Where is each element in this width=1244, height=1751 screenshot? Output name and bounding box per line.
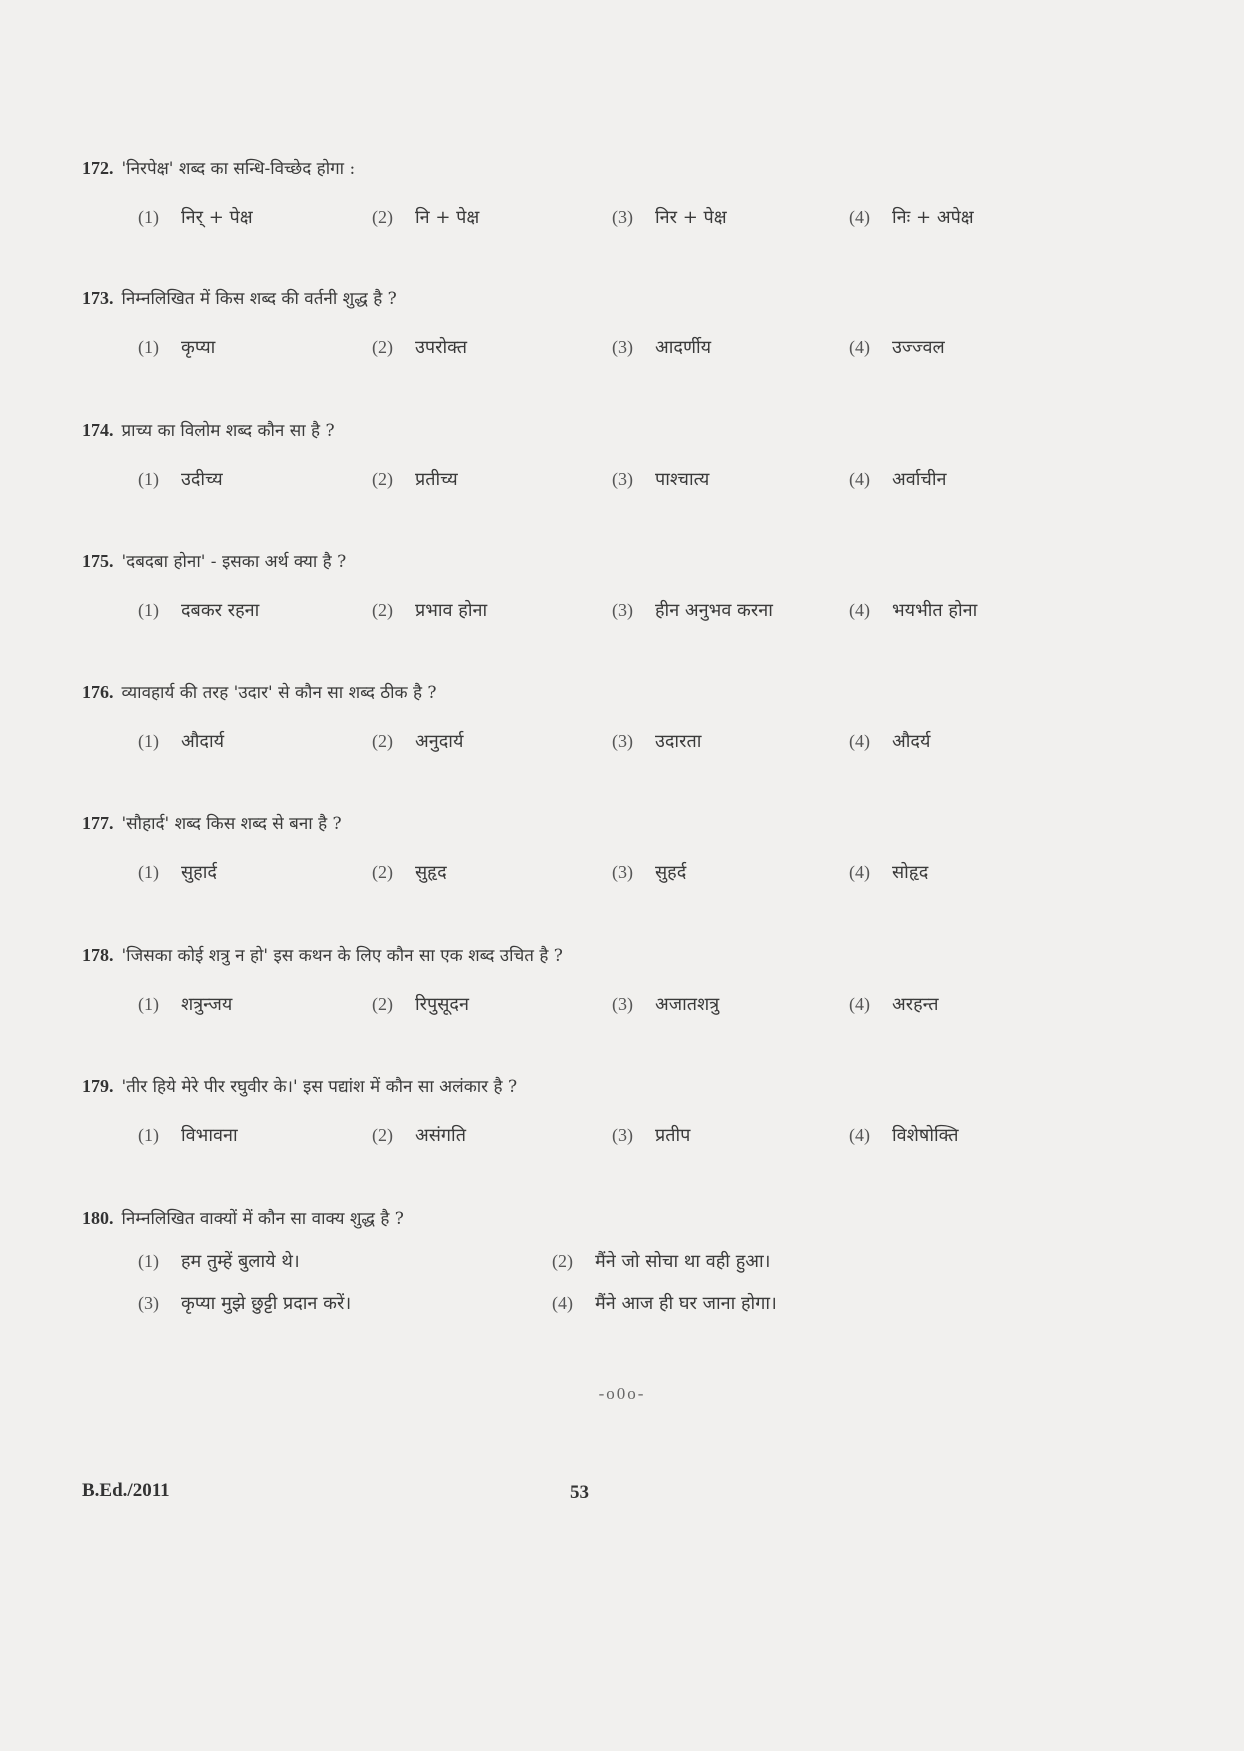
question-number: 176. [82,682,114,702]
option-3: (3) सुहर्द [612,862,687,883]
question-number: 175. [82,551,114,571]
question-text: निम्नलिखित में किस शब्द की वर्तनी शुद्ध है ? [121,289,397,309]
question-text: 'जिसका कोई शत्रु न हो' इस कथन के लिए कौन सा एक शब्द उचित है ? [121,946,563,966]
option-1: (1) शत्रुन्जय [138,994,233,1015]
question-number: 177. [82,813,114,833]
question-176 [82,680,1182,757]
end-mark: -o0o- [598,1384,646,1403]
question-180 [82,1206,1182,1319]
option-4: (4) उज्ज्वल [849,337,945,358]
option-4: (4) भयभीत होना [849,600,978,621]
option-1: (1) सुहार्द [138,862,217,883]
option-3: (3) अजातशत्रु [612,994,720,1015]
question-text: प्राच्य का विलोम शब्द कौन सा है ? [121,421,335,441]
option-1: (1) हम तुम्हें बुलाये थे। [138,1251,300,1272]
option-1: (1) उदीच्य [138,469,223,490]
question-text: निम्नलिखित वाक्यों में कौन सा वाक्य शुद्ध है ? [121,1209,404,1229]
option-4: (4) अरहन्त [849,994,939,1015]
question-text: 'निरपेक्ष' शब्द का सन्धि-विच्छेद होगा : [121,159,356,179]
option-2: (2) रिपुसूदन [372,994,469,1015]
option-2: (2) असंगति [372,1125,466,1146]
option-1: (1) निर् + पेक्ष [138,207,253,228]
footer-course: B.Ed./2011 [82,1480,170,1501]
option-3: (3) आदर्णीय [612,337,712,358]
question-178 [82,943,1182,1020]
option-1: (1) औदार्य [138,731,225,752]
question-179 [82,1074,1182,1151]
question-number: 179. [82,1076,114,1096]
question-173 [82,286,1182,363]
option-3: (3) पाश्चात्य [612,469,710,490]
option-3: (3) निर + पेक्ष [612,207,727,228]
option-4: (4) सोहृद [849,862,929,883]
option-2: (2) मैंने जो सोचा था वही हुआ। [552,1251,771,1272]
question-text: व्यावहार्य की तरह 'उदार' से कौन सा शब्द ठीक है ? [121,683,437,703]
option-2: (2) अनुदार्य [372,731,464,752]
option-3: (3) प्रतीप [612,1125,691,1146]
question-number: 174. [82,420,114,440]
option-2: (2) उपरोक्त [372,337,468,358]
option-4: (4) विशेषोक्ति [849,1125,959,1146]
option-2: (2) प्रतीच्य [372,469,458,490]
question-text: 'सौहार्द' शब्द किस शब्द से बना है ? [121,814,342,834]
question-174 [82,418,1182,495]
question-number: 178. [82,945,114,965]
question-text: 'दबदबा होना' - इसका अर्थ क्या है ? [121,552,347,572]
question-177 [82,811,1182,888]
option-3: (3) उदारता [612,731,702,752]
option-3: (3) हीन अनुभव करना [612,600,773,621]
question-175 [82,549,1182,626]
question-172 [82,156,1182,233]
option-1: (1) विभावना [138,1125,238,1146]
option-4: (4) अर्वाचीन [849,469,947,490]
question-number: 173. [82,288,114,308]
option-3: (3) कृप्या मुझे छुट्टी प्रदान करें। [138,1293,352,1314]
question-number: 172. [82,158,114,178]
question-text: 'तीर हिये मेरे पीर रघुवीर के।' इस पद्यांश में कौन सा अलंकार है ? [121,1077,518,1097]
option-2: (2) प्रभाव होना [372,600,488,621]
question-number: 180. [82,1208,114,1228]
option-1: (1) कृप्या [138,337,216,358]
option-4: (4) औदर्य [849,731,931,752]
page-number: 53 [570,1482,589,1503]
option-1: (1) दबकर रहना [138,600,260,621]
option-2: (2) सुहृद [372,862,447,883]
option-2: (2) नि + पेक्ष [372,207,480,228]
option-4: (4) मैंने आज ही घर जाना होगा। [552,1293,777,1314]
option-4: (4) निः + अपेक्ष [849,207,974,228]
